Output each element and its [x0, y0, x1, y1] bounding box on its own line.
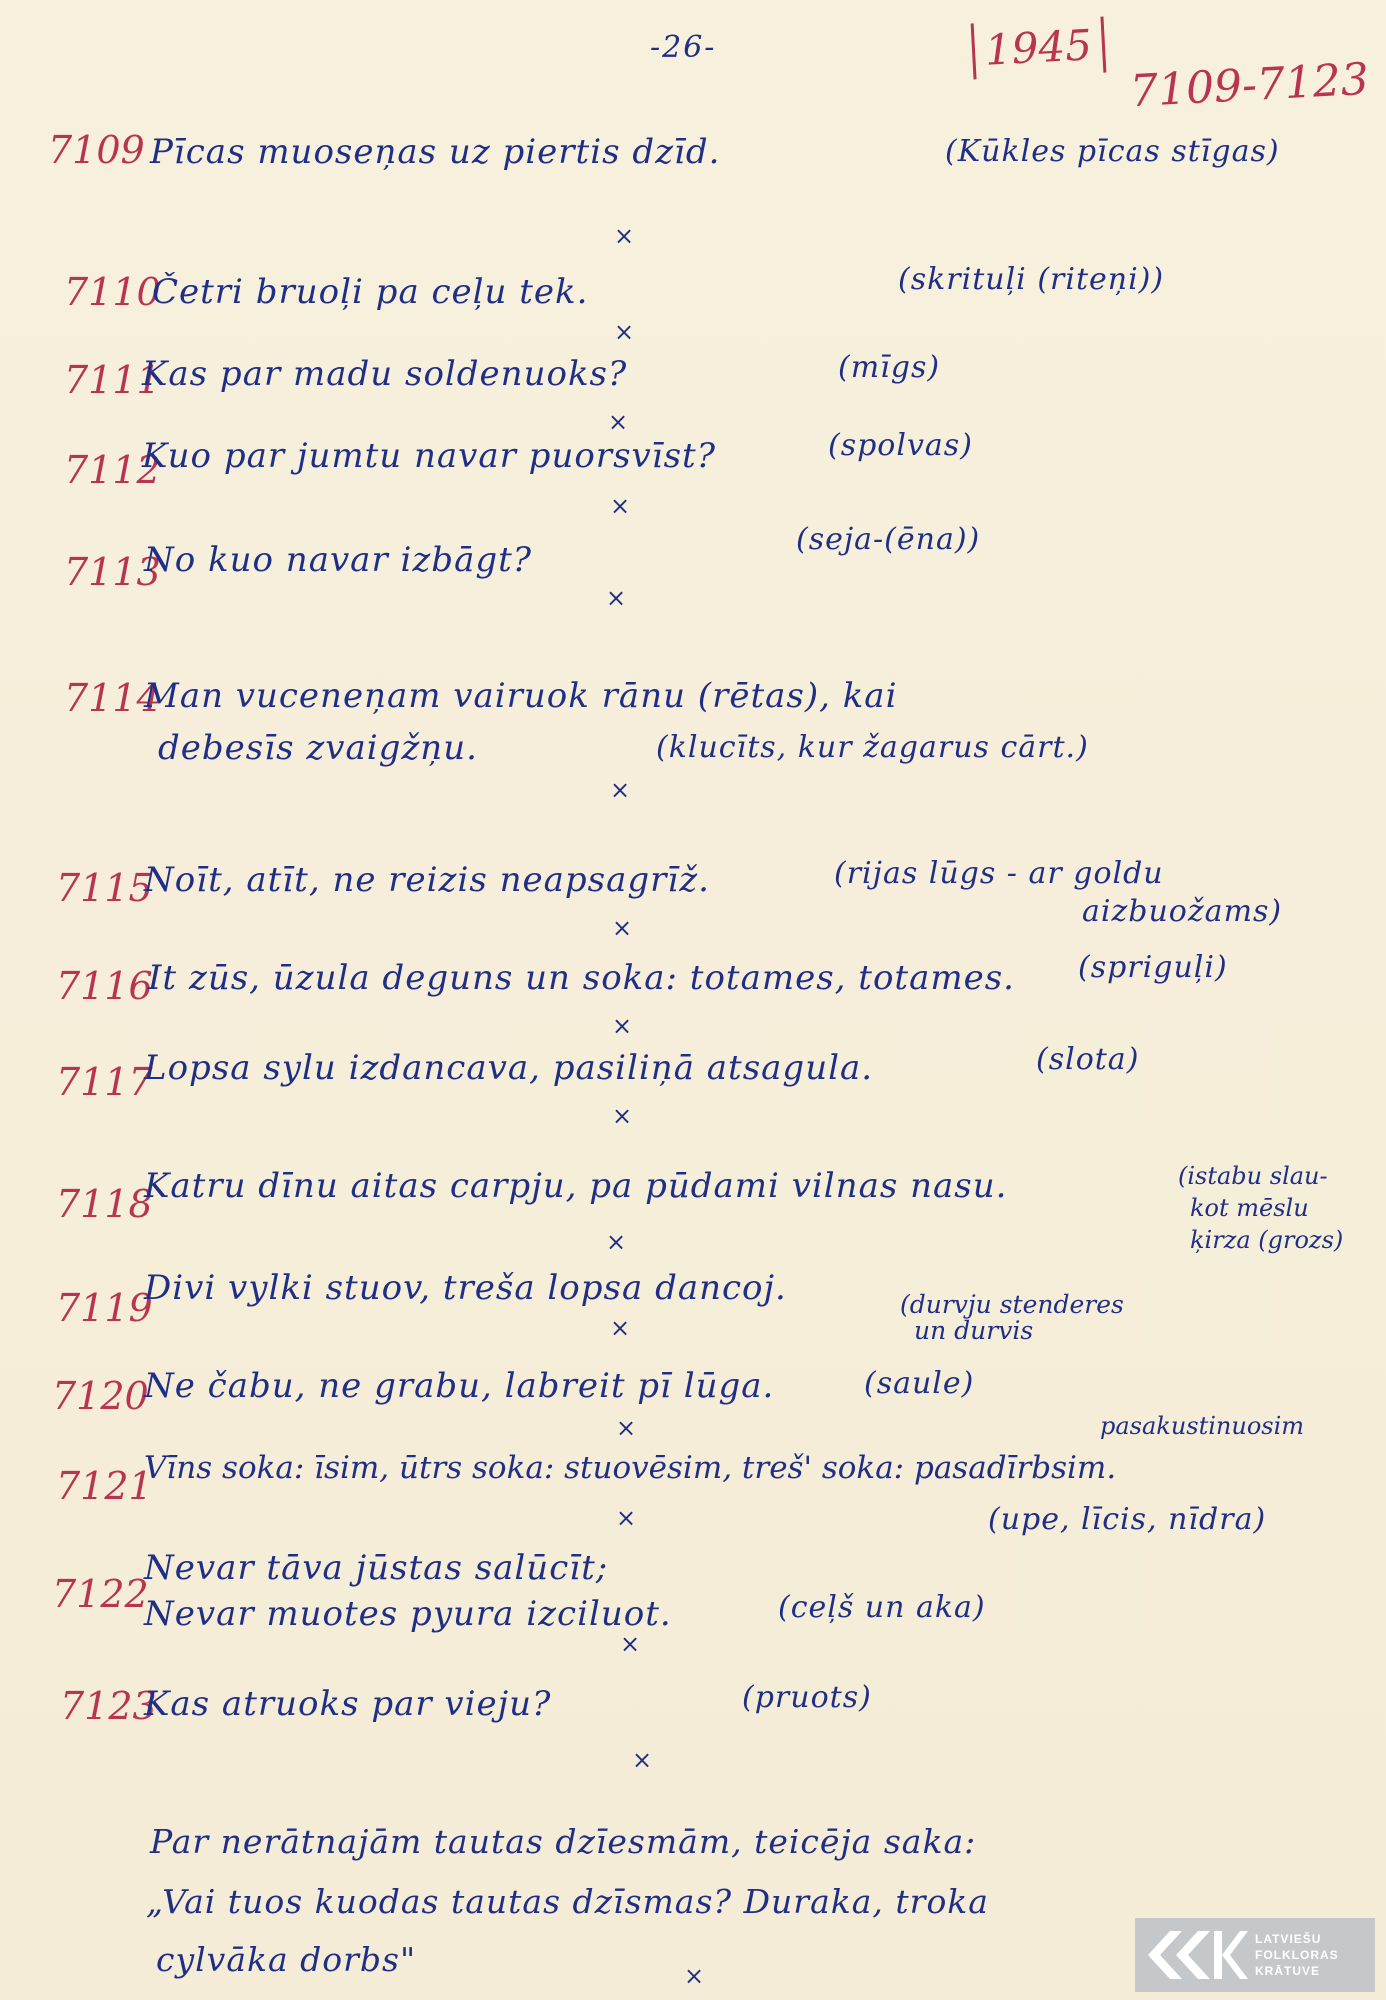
note-line: Par nerātnajām tautas dzīesmām, teicēja saka:: [150, 1822, 977, 1861]
riddle-text: Nevar tāva jūstas salūcīt;: [144, 1548, 609, 1588]
riddle-answer: (slota): [1036, 1042, 1140, 1077]
riddle-text: No kuo navar izbāgt?: [144, 540, 532, 580]
riddle-answer-continued: kot mēslu: [1190, 1194, 1309, 1222]
riddle-answer: (pruots): [742, 1680, 872, 1715]
separator-mark: ×: [610, 492, 631, 520]
separator-mark: ×: [608, 408, 629, 436]
entry-number: 7114: [64, 676, 161, 720]
riddle-text: Lopsa sylu izdancava, pasiliņā atsagula.: [144, 1048, 874, 1088]
archive-logo-mark: [1135, 1918, 1255, 1992]
separator-mark: ×: [632, 1746, 653, 1774]
riddle-text-continued: Nevar muotes pyura izciluot.: [144, 1594, 672, 1634]
separator-mark: ×: [684, 1962, 705, 1990]
chevron-k-icon: [1140, 1925, 1250, 1985]
separator-mark: ×: [620, 1630, 641, 1658]
separator-mark: ×: [616, 1414, 637, 1442]
riddle-answer: (seja-(ēna)): [796, 522, 981, 557]
entry-number: 7121: [56, 1464, 153, 1508]
logo-line: LATVIEŠU: [1255, 1932, 1322, 1946]
riddle-text: Man vuceneņam vairuok rānu (rētas), kai: [144, 676, 898, 716]
riddle-text: Vīns soka: īsim, ūtrs soka: stuovēsim, treš' soka: pasadīrbsim.: [144, 1450, 1117, 1486]
separator-mark: ×: [606, 584, 627, 612]
riddle-answer: (spolvas): [828, 428, 973, 463]
entry-number: 7109: [48, 128, 145, 172]
riddle-answer: (rijas lūgs - ar goldu: [834, 856, 1164, 891]
entry-number: 7116: [56, 964, 153, 1008]
entry-number: 7113: [64, 550, 161, 594]
logo-line: FOLKLORAS: [1255, 1948, 1339, 1962]
archive-logo-text: [1255, 1931, 1339, 1979]
entry-number: 7111: [64, 358, 161, 402]
riddle-text-continued: debesīs zvaigžņu.: [158, 728, 478, 768]
riddle-answer: (klucīts, kur žagarus cārt.): [656, 730, 1089, 765]
riddle-answer: (ceļš un aka): [778, 1590, 986, 1625]
entry-number: 7117: [56, 1060, 153, 1104]
riddle-answer-continued: un durvis: [914, 1316, 1034, 1345]
entry-number: 7120: [52, 1374, 149, 1418]
riddle-answer: (mīgs): [838, 350, 941, 385]
logo-line: KRĀTUVE: [1255, 1964, 1321, 1978]
riddle-answer: (spriguļi): [1078, 950, 1228, 985]
riddle-text: It zūs, ūzula deguns un soka: totames, totames.: [148, 958, 1015, 998]
riddle-text: Ne čabu, ne grabu, labreit pī lūga.: [144, 1366, 775, 1406]
riddle-text: Kas atruoks par vieju?: [144, 1684, 552, 1724]
separator-mark: ×: [614, 318, 635, 346]
separator-mark: ×: [614, 222, 635, 250]
separator-mark: ×: [612, 914, 633, 942]
separator-mark: ×: [612, 1102, 633, 1130]
riddle-text: Četri bruoļi pa ceļu tek.: [152, 272, 589, 312]
entry-number: 7122: [52, 1572, 149, 1616]
riddle-text: Kuo par jumtu navar puorsvīst?: [142, 436, 716, 476]
separator-mark: ×: [606, 1228, 627, 1256]
riddle-answer: (istabu slau-: [1178, 1162, 1328, 1190]
riddle-answer-continued: ķirza (grozs): [1190, 1226, 1344, 1254]
note-line: cylvāka dorbs": [156, 1940, 417, 1979]
note-line: „Vai tuos kuodas tautas dzīsmas? Duraka, troka: [146, 1882, 989, 1921]
riddle-answer: (saule): [864, 1366, 975, 1401]
entry-number: 7118: [56, 1182, 153, 1226]
entry-number: 7110: [64, 270, 161, 314]
archive-logo: [1135, 1918, 1375, 1992]
riddle-text: Katru dīnu aitas carpju, pa pūdami vilnas nasu.: [144, 1166, 1008, 1206]
entry-number: 7123: [60, 1684, 157, 1728]
riddle-text: Divi vylki stuov, treša lopsa dancoj.: [144, 1268, 787, 1308]
entry-number: 7115: [56, 866, 153, 910]
entry-number: 7112: [64, 448, 161, 492]
year-stamp: 1945: [971, 17, 1107, 80]
riddle-text: Pīcas muoseņas uz piertis dzīd.: [150, 132, 721, 172]
riddle-answer: (durvju stenderes: [900, 1290, 1124, 1319]
separator-mark: ×: [616, 1504, 637, 1532]
riddle-answer: (skrituļi (riteņi)): [898, 262, 1165, 297]
entry-number: 7119: [56, 1286, 153, 1330]
riddle-text: Kas par madu soldenuoks?: [142, 354, 628, 394]
page-number: -26-: [650, 30, 717, 65]
riddle-correction: pasakustinuosim: [1100, 1412, 1305, 1440]
riddle-answer: (upe, līcis, nīdra): [988, 1502, 1267, 1537]
riddle-text: Noīt, atīt, ne reizis neapsagrīž.: [144, 860, 710, 900]
number-range: 7109-7123: [1128, 53, 1370, 118]
separator-mark: ×: [612, 1012, 633, 1040]
separator-mark: ×: [610, 776, 631, 804]
riddle-answer: (Kūkles pīcas stīgas): [945, 134, 1280, 169]
separator-mark: ×: [610, 1314, 631, 1342]
riddle-answer-continued: aizbuožams): [1082, 894, 1283, 929]
